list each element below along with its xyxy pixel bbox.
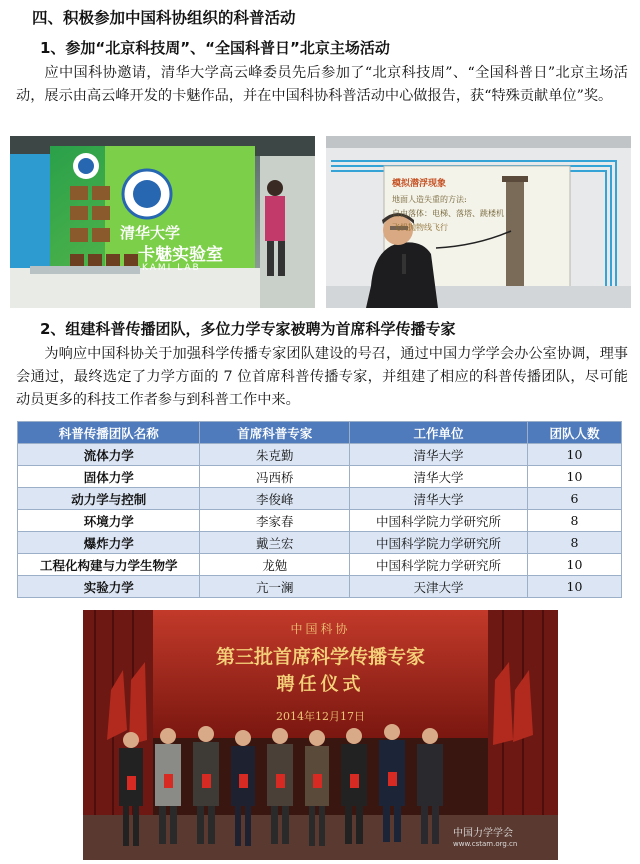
team-name: 工程化构建与力学生物学 — [18, 554, 200, 576]
subsection-2-title: 2、组建科普传播团队，多位力学专家被聘为首席科学传播专家 — [40, 320, 456, 338]
watermark-url: www.cstam.org.cn — [453, 840, 518, 848]
watermark-logo-text: 中国力学学会 — [453, 828, 513, 839]
table-row — [18, 488, 622, 510]
team-name: 环境力学 — [18, 510, 200, 532]
table-row — [18, 554, 622, 576]
chief-expert: 亢一澜 — [200, 576, 350, 598]
team-name: 固体力学 — [18, 466, 200, 488]
team-name: 动力学与控制 — [18, 488, 200, 510]
table-row — [18, 444, 622, 466]
slide-line-2: 自由落体：电梯、落塔、跳楼机 — [392, 209, 504, 218]
booth-photo — [10, 136, 315, 308]
subsection-1-title: 1、参加“北京科技周”、“全国科普日”北京主场活动 — [40, 39, 390, 57]
team-size: 10 — [527, 466, 621, 488]
chief-expert: 李俊峰 — [200, 488, 350, 510]
table-row — [18, 466, 622, 488]
work-unit: 清华大学 — [350, 488, 528, 510]
slide-line-3: 飞机抛物线飞行 — [392, 223, 448, 232]
table-row — [18, 576, 622, 598]
table-row — [18, 510, 622, 532]
chief-expert: 戴兰宏 — [200, 532, 350, 554]
lecture-photo — [326, 136, 631, 308]
ceremony-photo — [83, 610, 558, 860]
booth-brand-text: 卡魅实验室 — [138, 245, 223, 265]
team-size: 10 — [527, 444, 621, 466]
work-unit: 中国科学院力学研究所 — [350, 510, 528, 532]
column-header-team: 科普传播团队名称 — [18, 422, 200, 444]
column-header-expert: 首席科普专家 — [200, 422, 350, 444]
lecture-illustration — [326, 136, 631, 308]
chief-expert: 李家春 — [200, 510, 350, 532]
work-unit: 清华大学 — [350, 466, 528, 488]
work-unit: 天津大学 — [350, 576, 528, 598]
screen-line-1: 中国科协 — [290, 622, 351, 636]
screen-date: 2014年12月17日 — [276, 710, 365, 723]
team-size: 8 — [527, 532, 621, 554]
team-size: 6 — [527, 488, 621, 510]
team-size: 8 — [527, 510, 621, 532]
team-name: 流体力学 — [18, 444, 200, 466]
chief-expert: 朱克勤 — [200, 444, 350, 466]
column-header-size: 团队人数 — [527, 422, 621, 444]
subsection-1-paragraph: 应中国科协邀请，清华大学高云峰委员先后参加了“北京科技周”、“全国科普日”北京主场活动，展示由高云峰开发的卡魅作品，并在中国科协科普活动中心做报告，获“特殊贡献单位”奖。 — [16, 65, 628, 104]
table-row — [18, 532, 622, 554]
screen-line-3: 聘任仪式 — [276, 674, 365, 695]
team-size: 10 — [527, 554, 621, 576]
section-title: 四、积极参加中国科协组织的科普活动 — [32, 9, 296, 27]
slide-title: 模拟潜浮现象 — [392, 179, 447, 189]
subsection-2-paragraph: 为响应中国科协关于加强科学传播专家团队建设的号召，通过中国力学学会办公室协调，理事会通过，最终选定了力学方面的 7 位首席科普传播专家，并组建了相应的科普传播团队，尽可能动员更多的科技工作者参与到科普工作中来。 — [16, 346, 628, 408]
team-name: 爆炸力学 — [18, 532, 200, 554]
booth-brand-latin: KAMI LAB — [142, 263, 201, 273]
screen-line-2: 第三批首席科学传播专家 — [215, 646, 425, 668]
table-header-row — [18, 422, 622, 444]
column-header-unit: 工作单位 — [350, 422, 528, 444]
work-unit: 中国科学院力学研究所 — [350, 532, 528, 554]
chief-expert: 冯西桥 — [200, 466, 350, 488]
team-size: 10 — [527, 576, 621, 598]
booth-logo-text: 清华大学 — [120, 224, 181, 242]
slide-line-1: 地面人造失重的方法: — [392, 195, 467, 204]
chief-expert: 龙勉 — [200, 554, 350, 576]
expert-team-table — [17, 421, 622, 598]
work-unit: 中国科学院力学研究所 — [350, 554, 528, 576]
work-unit: 清华大学 — [350, 444, 528, 466]
team-name: 实验力学 — [18, 576, 200, 598]
